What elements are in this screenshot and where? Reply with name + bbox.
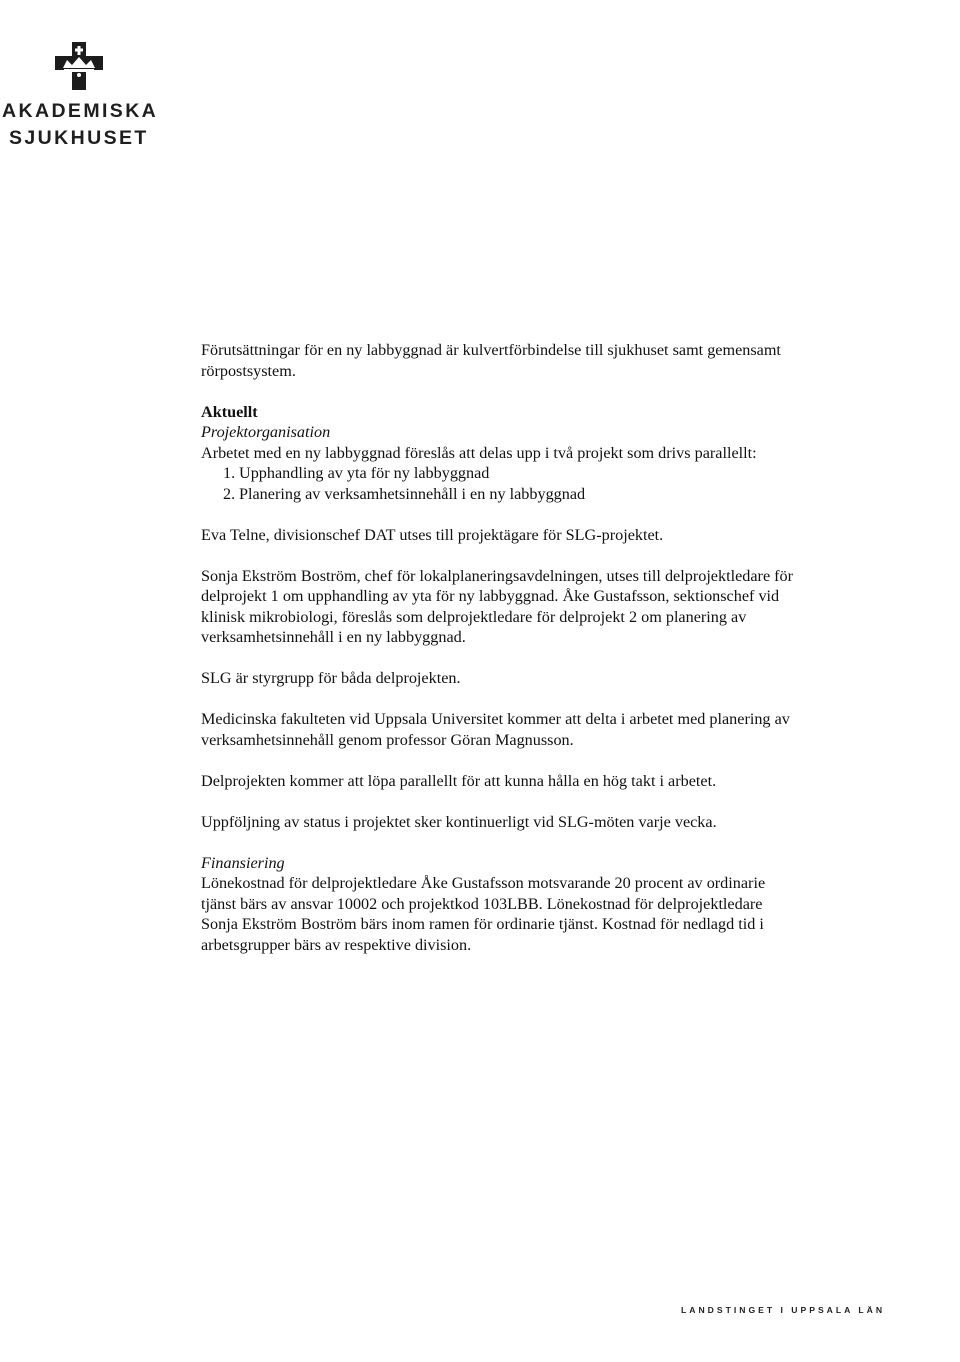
cross-crown-logo-icon: [55, 42, 103, 90]
list-item: [223, 463, 801, 484]
list-item-text: Upphandling av yta för ny labbyggnad: [239, 464, 490, 482]
aktuellt-paragraph: Arbetet med en ny labbyggnad föreslås att delas upp i två projekt som drivs parallellt:: [201, 443, 757, 462]
paragraph-uppfoljning: Uppföljning av status i projektet sker kontinuerligt vid SLG-möten varje vecka.: [201, 812, 717, 831]
projektorganisation-subheading: Projektorganisation: [201, 423, 331, 441]
finansiering-heading: Finansiering: [201, 853, 285, 872]
paragraph-projektagare: Eva Telne, divisionschef DAT utses till projektägare för SLG-projektet.: [201, 525, 664, 544]
footer-organization: LANDSTINGET I UPPSALA LÄN: [681, 1305, 886, 1315]
list-item-number: 2.: [223, 484, 236, 503]
logo-line-2: SJUKHUSET: [9, 127, 149, 149]
paragraph-medicinska-fakulteten: Medicinska fakulteten vid Uppsala Universitet kommer att delta i arbetet med planering av verksamhetsinnehåll genom professor Göran Magnusson.: [201, 710, 790, 749]
document-body: [201, 340, 801, 955]
project-list: [201, 463, 801, 504]
paragraph-parallellt: Delprojekten kommer att löpa parallellt för att kunna hålla en hög takt i arbetet.: [201, 771, 717, 790]
finansiering-paragraph: Lönekostnad för delprojektledare Åke Gustafsson motsvarande 20 procent av ordinarie tjänst bärs av ansvar 10002 och projektkod 103LBB. Lönekostnad för delprojektledare Sonja Ekström Boström bärs inom ramen för ordinarie tjänst. Kostnad för nedlagd tid i arbetsgrupper bärs av respektive division.: [201, 874, 766, 954]
logo-wordmark: [2, 98, 158, 152]
list-item-number: 1.: [223, 464, 236, 482]
aktuellt-heading: Aktuellt: [201, 402, 258, 421]
list-item: [223, 484, 801, 505]
list-item-text: Planering av verksamhetsinnehåll i en ny labbyggnad: [239, 484, 586, 503]
logo-line-1: AKADEMISKA: [2, 100, 159, 122]
paragraph-delprojektledare: Sonja Ekström Boström, chef för lokalplaneringsavdelningen, utses till delprojektledare för delprojekt 1 om upphandling av yta för ny labbyggnad. Åke Gustafsson, sektionschef vid klinisk mikrobiologi, föreslås som delprojektledare för delprojekt 2 om planering av verksamhetsinnehåll i en ny labbyggnad.: [201, 566, 794, 646]
paragraph-styrgrupp: SLG är styrgrupp för båda delprojekten.: [201, 669, 461, 687]
intro-paragraph: Förutsättningar för en ny labbyggnad är kulvertförbindelse till sjukhuset samt gemensamt rörpostsystem.: [201, 341, 781, 380]
